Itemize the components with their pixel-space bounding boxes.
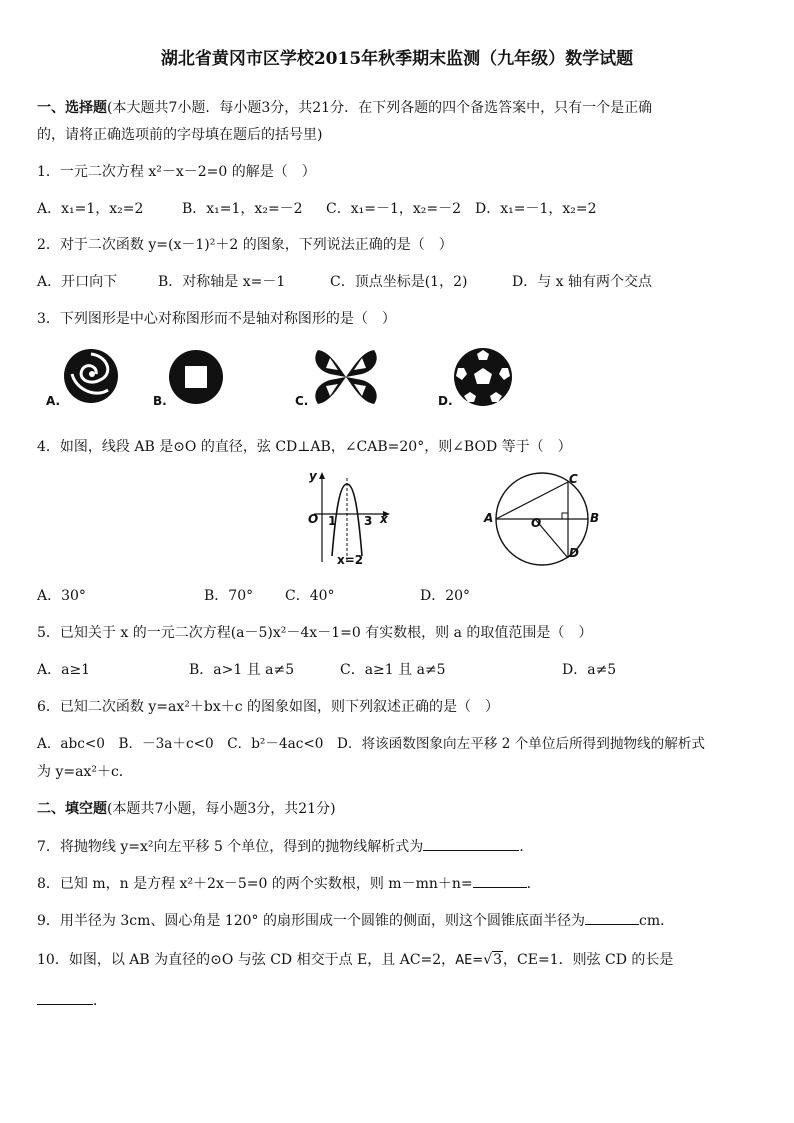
q8-text: 8．已知 m，n 是方程 x²＋2x－5=0 的两个实数根，则 m－mn＋n=: [37, 876, 473, 892]
q10-text: 10．如图，以 AB 为直径的⊙O 与弦 CD 相交于点 E，且 AC=2，: [37, 952, 456, 968]
parabola-x-label: x: [380, 512, 388, 526]
q10-end: ．: [93, 993, 107, 1009]
q1-option-a: A．x₁=1，x₂=2: [37, 201, 144, 217]
q6-stem: 6．已知二次函数 y=ax²＋bx＋c 的图象如图，则下列叙述正确的是（ ）: [37, 699, 499, 715]
q9-answer-blank[interactable]: [585, 910, 639, 925]
q10-answer-blank[interactable]: [37, 990, 93, 1005]
section2-intro: [37, 799, 336, 819]
circle-label-o: O: [531, 516, 542, 530]
page-title: 湖北省黄冈市区学校2015年秋季期末监测（九年级）数学试题: [160, 49, 634, 69]
q6-options-cont: 为 y=ax²＋c．: [37, 764, 133, 780]
q4-option-d: D．20°: [420, 588, 471, 604]
q3-stem: 3．下列图形是中心对称图形而不是轴对称图形的是（ ）: [37, 311, 396, 327]
figure-c-label: C.: [295, 394, 309, 408]
circle-label-b: B: [590, 511, 600, 525]
q4-option-c: C．40°: [285, 588, 335, 604]
section1-intro-a: (本大题共7小题．每小题3分，共21分．在下列各题的四个备选答案中，只有一个是正确: [107, 100, 653, 116]
q10-sqrt: √3: [483, 952, 503, 968]
figure-a-label: A.: [46, 394, 61, 408]
circle-label-d: D: [569, 546, 579, 560]
parabola-axis-label: x=2: [337, 553, 364, 567]
figure-c-petals: [310, 346, 382, 408]
q1-option-c: C．x₁=－1，x₂=－2: [326, 201, 462, 217]
parabola-y-label: y: [309, 469, 317, 483]
q2-option-d: D．与 x 轴有两个交点: [512, 274, 653, 290]
q8-end: ．: [526, 876, 541, 892]
parabola-origin-label: O: [308, 512, 319, 526]
section1-intro: [37, 98, 652, 118]
q1-option-d: D．x₁=－1，x₂=2: [475, 201, 597, 217]
q2-option-a: A．开口向下: [37, 274, 118, 290]
q7: [37, 836, 533, 857]
q8: [37, 873, 541, 894]
q4-stem: 4．如图，线段 AB 是⊙O 的直径，弦 CD⊥AB，∠CAB=20°，则∠BOD 等于（ ）: [37, 439, 572, 455]
q9: [37, 910, 674, 931]
q2-option-b: B．对称轴是 x=－1: [158, 274, 286, 290]
q4-option-a: A．30°: [37, 588, 86, 604]
q1-stem: 1．一元二次方程 x²－x－2=0 的解是（ ）: [37, 164, 316, 180]
q1-option-b: B．x₁=1，x₂=－2: [182, 201, 303, 217]
section2-intro-text: (本题共7小题，每小题3分，共21分): [107, 801, 336, 817]
circle-label-a: A: [484, 511, 494, 525]
q5-stem: 5．已知关于 x 的一元二次方程(a－5)x²－4x－1=0 有实数根，则 a 的取值范围是（ ）: [37, 625, 593, 641]
figure-b-coin: [167, 348, 225, 406]
q10-sqrt-radicand: 3: [493, 952, 503, 968]
section1-heading: 一、选择题: [37, 100, 107, 116]
figure-d-pentagon-ball: [452, 346, 514, 408]
q5-option-b: B．a>1 且 a≠5: [189, 662, 295, 678]
q5-option-a: A．a≥1: [37, 662, 91, 678]
figure-d-label: D.: [438, 394, 453, 408]
q2-stem: 2．对于二次函数 y=(x－1)²＋2 的图象，下列说法正确的是（ ）: [37, 237, 453, 253]
q10-cont: [37, 990, 107, 1011]
q8-answer-blank[interactable]: [473, 873, 527, 888]
q7-text: 7．将抛物线 y=x²向左平移 5 个单位，得到的抛物线解析式为: [37, 839, 424, 855]
q6-options: A．abc<0 B．－3a＋c<0 C．b²－4ac<0 D．将该函数图象向左平移 2 个单位后所得到抛物线的解析式: [37, 736, 706, 752]
q5-option-c: C．a≥1 且 a≠5: [340, 662, 446, 678]
q9-end: cm．: [639, 913, 675, 929]
q7-end: ．: [519, 839, 534, 855]
q7-answer-blank[interactable]: [423, 836, 519, 851]
q5-option-d: D．a≠5: [562, 662, 617, 678]
q10-text-post: ，CE=1．则弦 CD 的长是: [503, 952, 674, 968]
section2-heading: 二、填空题: [37, 801, 107, 817]
parabola-tick-1: 1: [328, 514, 337, 528]
q4-option-b: B．70°: [204, 588, 254, 604]
figure-b-label: B.: [153, 394, 167, 408]
parabola-tick-3: 3: [364, 514, 373, 528]
q10-ae-label: AE=: [455, 953, 484, 968]
circle-label-c: C: [569, 472, 578, 486]
q9-text: 9．用半径为 3cm、圆心角是 120° 的扇形围成一个圆锥的侧面，则这个圆锥底面半径为: [37, 913, 586, 929]
figure-a-yin-yang: [58, 348, 124, 404]
q10: [37, 950, 673, 971]
q2-option-c: C．顶点坐标是(1，2): [330, 274, 468, 290]
section1-intro-b: 的，请将正确选项前的字母填在题后的括号里): [37, 127, 323, 143]
